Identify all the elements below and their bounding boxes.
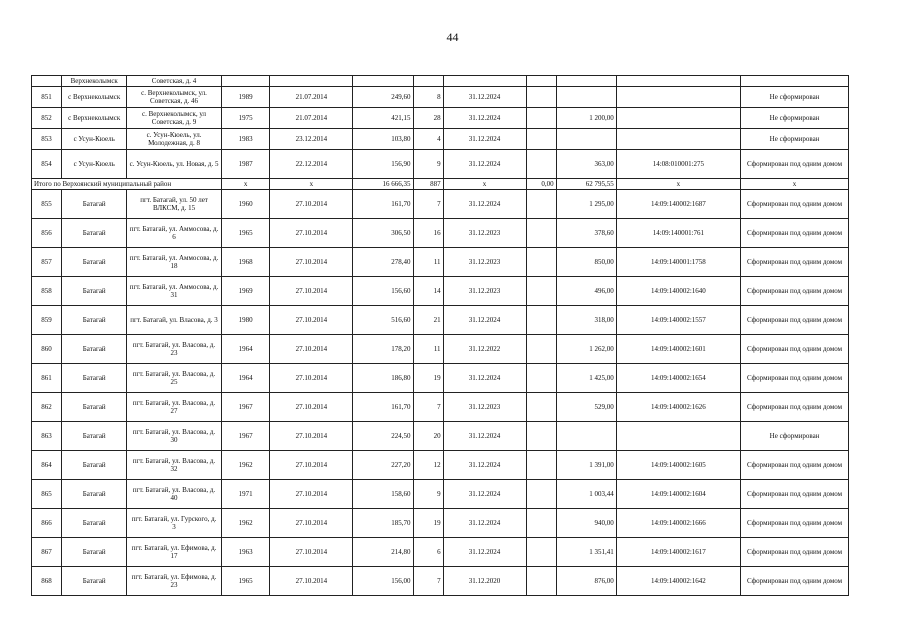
area-cell: 161,70 xyxy=(353,190,413,219)
year-cell: 1962 xyxy=(221,451,270,480)
count-cell: 7 xyxy=(413,393,443,422)
amount-cell: 940,00 xyxy=(556,509,616,538)
date-cell: 27.10.2014 xyxy=(270,538,353,567)
year-cell: 1987 xyxy=(221,150,270,179)
table-row xyxy=(32,451,849,480)
cadastre-cell: 14:09:140002:1640 xyxy=(616,277,740,306)
date-cell: 27.10.2014 xyxy=(270,364,353,393)
date-cell: 27.10.2014 xyxy=(270,567,353,596)
total-row xyxy=(32,179,849,190)
area-cell: 16 666,35 xyxy=(353,179,413,190)
count-cell: 8 xyxy=(413,87,443,108)
area-cell: 103,80 xyxy=(353,129,413,150)
date-cell: 27.10.2014 xyxy=(270,393,353,422)
deadline-cell: 31.12.2023 xyxy=(443,393,526,422)
row-number-cell: 854 xyxy=(32,150,62,179)
status-cell: х xyxy=(741,179,849,190)
amount-cell xyxy=(556,422,616,451)
amount-cell: 363,00 xyxy=(556,150,616,179)
area-cell: 158,60 xyxy=(353,480,413,509)
empty-cell xyxy=(526,306,556,335)
row-number-cell: 858 xyxy=(32,277,62,306)
deadline-cell: 31.12.2024 xyxy=(443,538,526,567)
empty-cell xyxy=(526,87,556,108)
amount-cell: 1 351,41 xyxy=(556,538,616,567)
count-cell: 19 xyxy=(413,364,443,393)
table-row xyxy=(32,422,849,451)
empty-cell xyxy=(526,509,556,538)
date-cell: 27.10.2014 xyxy=(270,422,353,451)
status-cell: Сформирован под одним домом xyxy=(741,335,849,364)
date-cell: 27.10.2014 xyxy=(270,190,353,219)
count-cell: 16 xyxy=(413,219,443,248)
row-number-cell: 864 xyxy=(32,451,62,480)
deadline-cell: 31.12.2024 xyxy=(443,509,526,538)
total-label: Итого по Верхоянский муниципальный район xyxy=(32,179,222,190)
locality-cell: с Верхнеколымск xyxy=(62,108,127,129)
year-cell: 1975 xyxy=(221,108,270,129)
date-cell: 21.07.2014 xyxy=(270,87,353,108)
row-number-cell: 857 xyxy=(32,248,62,277)
status-cell: Сформирован под одним домом xyxy=(741,277,849,306)
address-cell: пгт. Батагай, ул. 50 лет ВЛКСМ, д. 15 xyxy=(127,190,221,219)
amount-cell: 496,00 xyxy=(556,277,616,306)
area-cell: 516,60 xyxy=(353,306,413,335)
table-row xyxy=(32,480,849,509)
amount-cell: 1 391,00 xyxy=(556,451,616,480)
count-cell: 9 xyxy=(413,480,443,509)
table-row xyxy=(32,509,849,538)
table-row xyxy=(32,538,849,567)
deadline-cell: 31.12.2024 xyxy=(443,150,526,179)
row-number-cell: 860 xyxy=(32,335,62,364)
address-cell: пгт. Батагай, ул. Власова, д. 32 xyxy=(127,451,221,480)
locality-cell: Батагай xyxy=(62,509,127,538)
count-cell: 20 xyxy=(413,422,443,451)
row-number-cell: 856 xyxy=(32,219,62,248)
cadastre-cell: 14:09:140002:1666 xyxy=(616,509,740,538)
cadastre-cell: 14:08:010001:275 xyxy=(616,150,740,179)
area-cell: 156,60 xyxy=(353,277,413,306)
address-cell: пгт. Батагай, ул. Аммосова, д. 18 xyxy=(127,248,221,277)
deadline-cell: 31.12.2023 xyxy=(443,219,526,248)
amount-cell: 1 200,00 xyxy=(556,108,616,129)
count-cell: 19 xyxy=(413,509,443,538)
table-row-top xyxy=(32,76,849,87)
cadastre-cell xyxy=(616,87,740,108)
housing-table xyxy=(31,75,849,596)
date-cell: х xyxy=(270,179,353,190)
deadline-cell: 31.12.2024 xyxy=(443,108,526,129)
amount-cell xyxy=(556,129,616,150)
address-cell: пгт. Батагай, ул. Аммосова, д. 6 xyxy=(127,219,221,248)
status-cell: Сформирован под одним домом xyxy=(741,393,849,422)
date-cell: 27.10.2014 xyxy=(270,509,353,538)
address-cell: с. Верхнеколымск, ул. Советская, д. 46 xyxy=(127,87,221,108)
amount-cell: 1 425,00 xyxy=(556,364,616,393)
date-cell: 27.10.2014 xyxy=(270,306,353,335)
row-number-cell: 862 xyxy=(32,393,62,422)
table-row xyxy=(32,364,849,393)
row-number-cell: 861 xyxy=(32,364,62,393)
status-cell: Не сформирован xyxy=(741,422,849,451)
amount-cell: 876,00 xyxy=(556,567,616,596)
status-cell: Не сформирован xyxy=(741,87,849,108)
address-cell: с. Верхнеколымск, ул Советская, д. 9 xyxy=(127,108,221,129)
locality-cell: Батагай xyxy=(62,335,127,364)
address-cell: Советская, д. 4 xyxy=(127,76,221,87)
locality-cell: Батагай xyxy=(62,277,127,306)
table-row xyxy=(32,335,849,364)
locality-cell: с Усун-Кюель xyxy=(62,150,127,179)
empty-cell xyxy=(526,393,556,422)
area-cell: 224,50 xyxy=(353,422,413,451)
deadline-cell: х xyxy=(443,179,526,190)
table-row xyxy=(32,219,849,248)
year-cell: 1989 xyxy=(221,87,270,108)
area-cell: 421,15 xyxy=(353,108,413,129)
deadline-cell: 31.12.2020 xyxy=(443,567,526,596)
count-cell: 12 xyxy=(413,451,443,480)
area-cell: 227,20 xyxy=(353,451,413,480)
area-cell: 249,60 xyxy=(353,87,413,108)
locality-cell: Батагай xyxy=(62,393,127,422)
locality-cell: Батагай xyxy=(62,480,127,509)
empty-cell xyxy=(526,248,556,277)
amount-cell: 318,00 xyxy=(556,306,616,335)
table-row xyxy=(32,567,849,596)
date-cell: 27.10.2014 xyxy=(270,277,353,306)
address-cell: пгт. Батагай, ул. Аммосова, д. 31 xyxy=(127,277,221,306)
amount-cell xyxy=(556,87,616,108)
address-cell: пгт. Батагай, ул. Ефимова, д. 23 xyxy=(127,567,221,596)
year-cell: 1980 xyxy=(221,306,270,335)
count-cell: 11 xyxy=(413,248,443,277)
count-cell: 11 xyxy=(413,335,443,364)
table-row xyxy=(32,248,849,277)
amount-cell: 1 262,00 xyxy=(556,335,616,364)
status-cell: Сформирован под одним домом xyxy=(741,451,849,480)
locality-cell: Батагай xyxy=(62,538,127,567)
deadline-cell: 31.12.2022 xyxy=(443,335,526,364)
area-cell: 178,20 xyxy=(353,335,413,364)
status-cell: Сформирован под одним домом xyxy=(741,538,849,567)
empty-cell xyxy=(526,335,556,364)
empty-cell xyxy=(526,480,556,509)
empty-cell xyxy=(526,451,556,480)
empty-cell xyxy=(526,129,556,150)
locality-cell: Батагай xyxy=(62,219,127,248)
deadline-cell: 31.12.2024 xyxy=(443,87,526,108)
empty-cell xyxy=(526,422,556,451)
table-row xyxy=(32,306,849,335)
row-number-cell: 865 xyxy=(32,480,62,509)
date-cell: 27.10.2014 xyxy=(270,219,353,248)
table-body xyxy=(32,76,849,596)
date-cell: 22.12.2014 xyxy=(270,150,353,179)
row-number-cell: 855 xyxy=(32,190,62,219)
cadastre-cell: 14:09:140002:1557 xyxy=(616,306,740,335)
area-cell: 214,80 xyxy=(353,538,413,567)
count-cell: 887 xyxy=(413,179,443,190)
date-cell: 27.10.2014 xyxy=(270,335,353,364)
cadastre-cell: 14:09:140001:1758 xyxy=(616,248,740,277)
year-cell: х xyxy=(221,179,270,190)
year-cell: 1971 xyxy=(221,480,270,509)
amount-cell: 1 295,00 xyxy=(556,190,616,219)
address-cell: пгт. Батагай, ул. Власова, д. 27 xyxy=(127,393,221,422)
address-cell: пгт. Батагай, ул. Ефимова, д. 17 xyxy=(127,538,221,567)
table-row xyxy=(32,150,849,179)
area-cell: 278,40 xyxy=(353,248,413,277)
count-cell: 21 xyxy=(413,306,443,335)
table-row xyxy=(32,190,849,219)
year-cell: 1969 xyxy=(221,277,270,306)
address-cell: с. Усун-Кюель, ул. Молодежная, д. 8 xyxy=(127,129,221,150)
status-cell: Не сформирован xyxy=(741,108,849,129)
address-cell: пгт. Батагай, ул. Власова, д. 23 xyxy=(127,335,221,364)
cadastre-cell: 14:09:140002:1617 xyxy=(616,538,740,567)
row-number-cell: 851 xyxy=(32,87,62,108)
area-cell: 306,50 xyxy=(353,219,413,248)
cadastre-cell: 14:09:140002:1687 xyxy=(616,190,740,219)
locality-cell: Батагай xyxy=(62,364,127,393)
empty-cell xyxy=(526,567,556,596)
table-row xyxy=(32,277,849,306)
address-cell: пгт. Батагай, ул. Гурского, д. 3 xyxy=(127,509,221,538)
area-cell: 186,80 xyxy=(353,364,413,393)
row-number-cell: 868 xyxy=(32,567,62,596)
locality-cell: Верхнеколымск xyxy=(62,76,127,87)
deadline-cell: 31.12.2024 xyxy=(443,306,526,335)
empty-cell xyxy=(526,150,556,179)
table-row xyxy=(32,87,849,108)
address-cell: пгт. Батагай, ул. Власова, д. 3 xyxy=(127,306,221,335)
amount-cell: 1 003,44 xyxy=(556,480,616,509)
locality-cell: Батагай xyxy=(62,306,127,335)
locality-cell: с Усун-Кюель xyxy=(62,129,127,150)
locality-cell: Батагай xyxy=(62,422,127,451)
deadline-cell: 31.12.2024 xyxy=(443,364,526,393)
year-cell: 1962 xyxy=(221,509,270,538)
row-number-cell: 866 xyxy=(32,509,62,538)
cadastre-cell xyxy=(616,129,740,150)
count-cell: 9 xyxy=(413,150,443,179)
row-number-cell: 853 xyxy=(32,129,62,150)
address-cell: пгт. Батагай, ул. Власова, д. 30 xyxy=(127,422,221,451)
status-cell: Сформирован под одним домом xyxy=(741,150,849,179)
area-cell: 156,90 xyxy=(353,150,413,179)
zero-cell: 0,00 xyxy=(526,179,556,190)
amount-cell: 850,00 xyxy=(556,248,616,277)
status-cell: Сформирован под одним домом xyxy=(741,190,849,219)
year-cell: 1965 xyxy=(221,567,270,596)
count-cell: 4 xyxy=(413,129,443,150)
table-row xyxy=(32,393,849,422)
cadastre-cell: 14:09:140001:761 xyxy=(616,219,740,248)
year-cell: 1967 xyxy=(221,393,270,422)
amount-cell: 529,00 xyxy=(556,393,616,422)
row-number-cell: 852 xyxy=(32,108,62,129)
date-cell: 27.10.2014 xyxy=(270,248,353,277)
year-cell: 1960 xyxy=(221,190,270,219)
date-cell: 27.10.2014 xyxy=(270,480,353,509)
deadline-cell: 31.12.2023 xyxy=(443,277,526,306)
locality-cell: Батагай xyxy=(62,190,127,219)
cadastre-cell xyxy=(616,422,740,451)
count-cell: 7 xyxy=(413,567,443,596)
status-cell: Сформирован под одним домом xyxy=(741,306,849,335)
row-number-cell: 863 xyxy=(32,422,62,451)
cadastre-cell: 14:09:140002:1626 xyxy=(616,393,740,422)
locality-cell: Батагай xyxy=(62,248,127,277)
cadastre-cell: 14:09:140002:1601 xyxy=(616,335,740,364)
count-cell: 14 xyxy=(413,277,443,306)
locality-cell: с Верхнеколымск xyxy=(62,87,127,108)
year-cell: 1967 xyxy=(221,422,270,451)
cadastre-cell: х xyxy=(616,179,740,190)
amount-cell: 378,60 xyxy=(556,219,616,248)
cadastre-cell: 14:09:140002:1605 xyxy=(616,451,740,480)
address-cell: с. Усун-Кюель, ул. Новая, д. 5 xyxy=(127,150,221,179)
table-row xyxy=(32,108,849,129)
date-cell: 23.12.2014 xyxy=(270,129,353,150)
empty-cell xyxy=(526,108,556,129)
status-cell: Не сформирован xyxy=(741,129,849,150)
area-cell: 156,00 xyxy=(353,567,413,596)
count-cell: 6 xyxy=(413,538,443,567)
year-cell: 1968 xyxy=(221,248,270,277)
cadastre-cell: 14:09:140002:1642 xyxy=(616,567,740,596)
empty-cell xyxy=(526,538,556,567)
status-cell: Сформирован под одним домом xyxy=(741,364,849,393)
count-cell: 28 xyxy=(413,108,443,129)
year-cell: 1983 xyxy=(221,129,270,150)
status-cell: Сформирован под одним домом xyxy=(741,248,849,277)
area-cell: 185,70 xyxy=(353,509,413,538)
deadline-cell: 31.12.2023 xyxy=(443,248,526,277)
cadastre-cell xyxy=(616,108,740,129)
deadline-cell: 31.12.2024 xyxy=(443,129,526,150)
empty-cell xyxy=(526,364,556,393)
locality-cell: Батагай xyxy=(62,451,127,480)
table-row xyxy=(32,129,849,150)
deadline-cell: 31.12.2024 xyxy=(443,451,526,480)
empty-cell xyxy=(526,277,556,306)
year-cell: 1965 xyxy=(221,219,270,248)
page-number: 44 xyxy=(446,30,459,44)
year-cell: 1964 xyxy=(221,335,270,364)
deadline-cell: 31.12.2024 xyxy=(443,480,526,509)
address-cell: пгт. Батагай, ул. Власова, д. 40 xyxy=(127,480,221,509)
year-cell: 1963 xyxy=(221,538,270,567)
deadline-cell: 31.12.2024 xyxy=(443,190,526,219)
row-number-cell: 859 xyxy=(32,306,62,335)
date-cell: 21.07.2014 xyxy=(270,108,353,129)
empty-cell xyxy=(526,190,556,219)
empty-cell xyxy=(526,219,556,248)
count-cell: 7 xyxy=(413,190,443,219)
cadastre-cell: 14:09:140002:1604 xyxy=(616,480,740,509)
year-cell: 1964 xyxy=(221,364,270,393)
status-cell: Сформирован под одним домом xyxy=(741,219,849,248)
locality-cell: Батагай xyxy=(62,567,127,596)
cadastre-cell: 14:09:140002:1654 xyxy=(616,364,740,393)
area-cell: 161,70 xyxy=(353,393,413,422)
row-number-cell: 867 xyxy=(32,538,62,567)
status-cell: Сформирован под одним домом xyxy=(741,480,849,509)
address-cell: пгт. Батагай, ул. Власова, д. 25 xyxy=(127,364,221,393)
deadline-cell: 31.12.2024 xyxy=(443,422,526,451)
status-cell: Сформирован под одним домом xyxy=(741,509,849,538)
date-cell: 27.10.2014 xyxy=(270,451,353,480)
status-cell: Сформирован под одним домом xyxy=(741,567,849,596)
amount-cell: 62 795,55 xyxy=(556,179,616,190)
